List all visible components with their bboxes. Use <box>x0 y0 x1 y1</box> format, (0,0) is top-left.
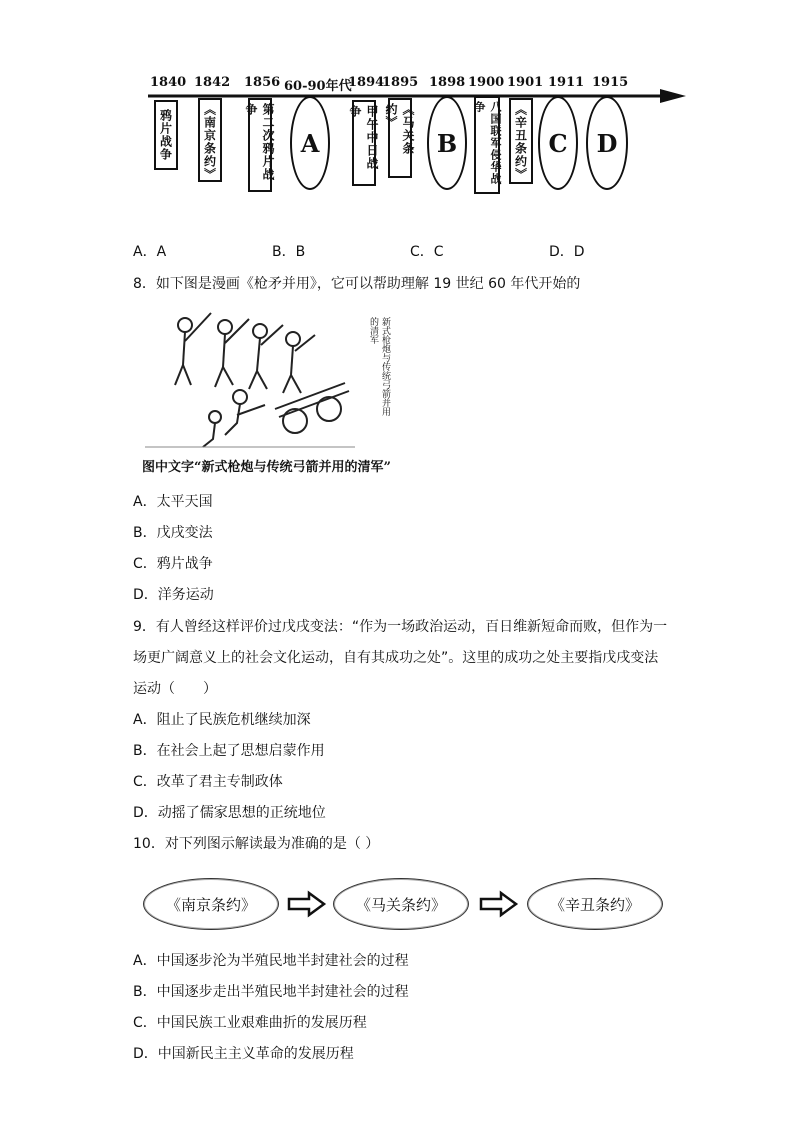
event-box-second-opium-war: 第二次鸦片战争 <box>248 98 272 192</box>
event-box-opium-war: 鸦片战争 <box>154 100 178 170</box>
timeline-oval-b: B <box>427 96 467 190</box>
timeline-year: 1901 <box>507 75 544 90</box>
q7-option-b: B．B <box>272 244 306 260</box>
q10-option-d: D．中国新民主主义革命的发展历程 <box>133 1046 354 1062</box>
q8-option-a: A．太平天国 <box>133 494 213 510</box>
q8-option-d: D．洋务运动 <box>133 587 214 603</box>
q7-option-a: A．A <box>133 244 167 260</box>
timeline-year: 1856 <box>244 75 281 90</box>
q7-option-c: C．C <box>410 244 444 260</box>
q8-option-c: C．鸦片战争 <box>133 556 213 572</box>
q9-stem-line2: 场更广阔意义上的社会文化运动，自有其成功之处”。这里的成功之处主要指戊戌变法 <box>133 650 659 666</box>
timeline-year: 60-90年代 <box>284 79 352 94</box>
q8-caption: 图中文字“新式枪炮与传统弓箭并用的清军” <box>142 460 391 475</box>
flow-box-nanjing: 《南京条约》 <box>143 878 279 930</box>
timeline-year: 1900 <box>468 75 505 90</box>
cartoon-illustration <box>145 305 365 453</box>
event-box-nanjing-treaty: 《南京条约》 <box>198 98 222 182</box>
timeline-oval-c: C <box>538 96 578 190</box>
q10-option-c: C．中国民族工业艰难曲折的发展历程 <box>133 1015 367 1031</box>
timeline-year: 1842 <box>194 75 231 90</box>
event-box-boxer-protocol: 《辛丑条约》 <box>509 98 533 184</box>
q9-option-c: C．改革了君主专制政体 <box>133 774 283 790</box>
q8-option-b: B．戊戌变法 <box>133 525 213 541</box>
event-box-eight-nation-invasion: 八国联军侵华战争 <box>474 96 500 194</box>
q8-cartoon <box>145 305 415 453</box>
timeline-oval-a: A <box>290 96 330 190</box>
event-box-shimonoseki-treaty: 《马关条约》 <box>388 98 412 178</box>
flow-arrow-icon <box>287 890 327 918</box>
timeline-year: 1894 <box>348 75 385 90</box>
q9-option-a: A．阻止了民族危机继续加深 <box>133 712 311 728</box>
q9-option-d: D．动摇了儒家思想的正统地位 <box>133 805 326 821</box>
timeline-year: 1898 <box>429 75 466 90</box>
q10-option-b: B．中国逐步走出半殖民地半封建社会的过程 <box>133 984 409 1000</box>
event-box-sino-japanese-war: 甲午中日战争 <box>352 100 376 186</box>
flow-box-shimonoseki: 《马关条约》 <box>333 878 469 930</box>
q9-option-b: B．在社会上起了思想启蒙作用 <box>133 743 325 759</box>
q9-stem-line1: 9．有人曾经这样评价过戊戌变法：“作为一场政治运动，百日维新短命而败，但作为一 <box>133 619 668 635</box>
q8-stem: 8．如下图是漫画《枪矛并用》，它可以帮助理解 19 世纪 60 年代开始的 <box>133 276 581 292</box>
cartoon-vertical-text: 新式枪炮与传统弓箭并用的清军 <box>368 317 390 416</box>
timeline-year: 1840 <box>150 75 187 90</box>
timeline-year: 1895 <box>382 75 419 90</box>
timeline-figure <box>140 70 700 240</box>
q7-option-d: D．D <box>549 244 585 260</box>
q10-stem: 10．对下列图示解读最为准确的是（ ） <box>133 836 380 852</box>
timeline-oval-d: D <box>586 96 628 190</box>
timeline-year: 1915 <box>592 75 629 90</box>
flow-arrow-icon <box>479 890 519 918</box>
q10-flow-diagram <box>143 876 663 932</box>
q10-option-a: A．中国逐步沦为半殖民地半封建社会的过程 <box>133 953 409 969</box>
timeline-year: 1911 <box>548 75 585 90</box>
q9-stem-line3: 运动（ ） <box>133 681 217 697</box>
flow-box-boxer: 《辛丑条约》 <box>527 878 663 930</box>
